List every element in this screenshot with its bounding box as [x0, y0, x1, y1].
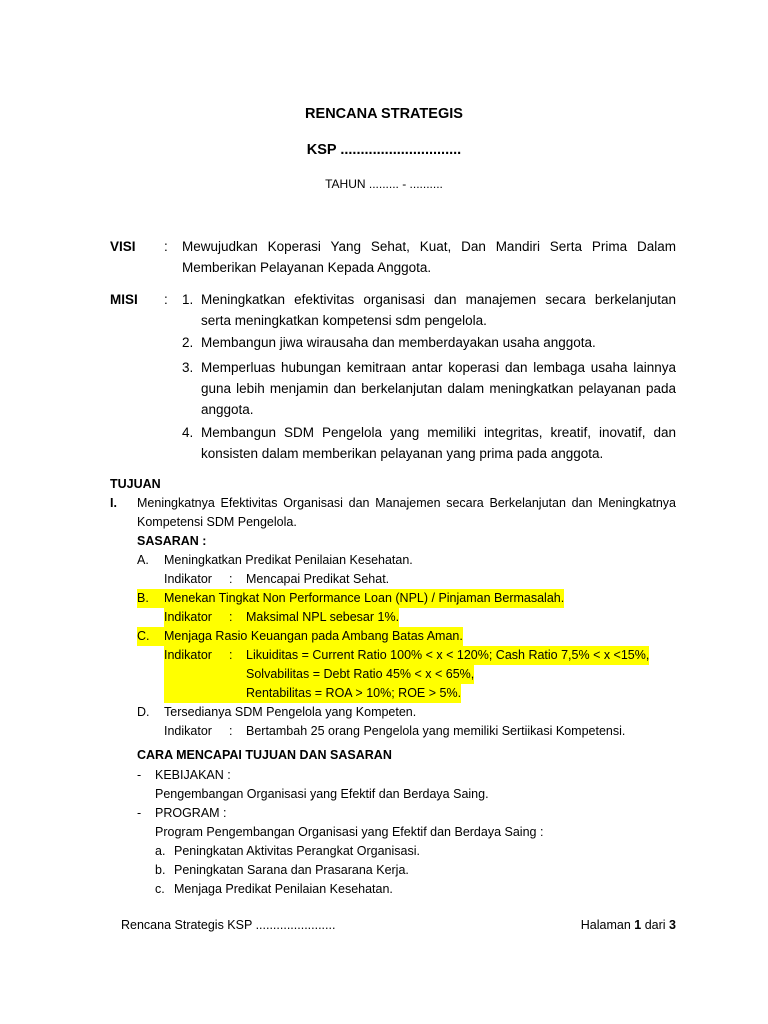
misi-item-number: 3. — [182, 360, 194, 375]
misi-item-number: 1. — [182, 292, 194, 307]
indicator-value: Mencapai Predikat Sehat. — [246, 572, 390, 586]
program-item-text: Peningkatan Aktivitas Perangkat Organisasi. — [174, 844, 420, 858]
misi-colon: : — [164, 292, 168, 307]
cara-heading: CARA MENCAPAI TUJUAN DAN SASARAN — [137, 748, 392, 762]
of-word: dari — [644, 918, 666, 932]
footer-page-number — [581, 918, 676, 932]
sasaran-letter: C. — [137, 627, 164, 646]
program-item-text: Peningkatan Sarana dan Prasarana Kerja. — [174, 863, 409, 877]
indicator-value-likuiditas: Likuiditas = Current Ratio 100% < x < 120%; Cash Ratio 7,5% < x <15%, — [246, 646, 649, 665]
program-item-letter: c. — [155, 882, 165, 896]
page-word: Halaman — [580, 918, 631, 932]
highlight-indent — [164, 684, 246, 703]
visi-colon: : — [164, 239, 168, 254]
tujuan-text: Meningkatnya Efektivitas Organisasi dan Manajemen secara Berkelanjutan dan Meningkatnya Kompetensi SDM Pengelola. — [137, 496, 676, 529]
misi-section — [110, 289, 676, 469]
sasaran-letter: A. — [137, 553, 149, 567]
year-range: TAHUN ......... - .......... — [325, 177, 443, 191]
indicator-value-rentabilitas: Rentabilitas = ROA > 10%; ROE > 5%. — [246, 684, 461, 703]
footer-document-name: Rencana Strategis KSP ....................... — [121, 918, 336, 932]
indicator-value: Bertambah 25 orang Pengelola yang memiliki Sertiikasi Kompetensi. — [246, 724, 626, 738]
indicator-colon: : — [229, 572, 233, 586]
sasaran-text: Tersedianya SDM Pengelola yang Kompeten. — [164, 705, 417, 719]
program-label: PROGRAM : — [155, 806, 227, 820]
tujuan-heading: TUJUAN — [110, 477, 161, 491]
highlight-indent — [164, 665, 246, 684]
indicator-value-solvabilitas: Solvabilitas = Debt Ratio 45% < x < 65%, — [246, 665, 474, 684]
bullet-dash: - — [137, 806, 142, 820]
misi-item-text: Meningkatkan efektivitas organisasi dan manajemen secara berkelanjutan serta meningkatkan kompetensi sdm pengelola. — [201, 292, 676, 328]
visi-section — [110, 236, 676, 280]
indicator-colon: : — [229, 646, 246, 665]
program-item-text: Menjaga Predikat Penilaian Kesehatan. — [174, 882, 393, 896]
program-item-letter: b. — [155, 863, 166, 877]
sasaran-letter: B. — [137, 589, 164, 608]
kebijakan-label: KEBIJAKAN : — [155, 768, 231, 782]
sasaran-heading: SASARAN : — [137, 534, 207, 548]
sasaran-text: Meningkatkan Predikat Penilaian Kesehatan. — [164, 553, 413, 567]
indicator-label: Indikator — [164, 646, 229, 665]
program-item-letter: a. — [155, 844, 166, 858]
indicator-colon: : — [229, 608, 246, 627]
sasaran-text-highlighted: Menekan Tingkat Non Performance Loan (NPL) / Pinjaman Bermasalah. — [164, 589, 564, 608]
misi-item-text: Membangun jiwa wirausaha dan memberdayakan usaha anggota. — [201, 335, 596, 350]
program-text: Program Pengembangan Organisasi yang Efektif dan Berdaya Saing : — [155, 825, 544, 839]
indicator-colon: : — [229, 724, 233, 738]
misi-item-text: Membangun SDM Pengelola yang memiliki integritas, kreatif, inovatif, dan konsisten dalam memberikan pelayanan yang prima pada anggota. — [201, 425, 676, 461]
misi-item-number: 4. — [182, 425, 194, 440]
ksp-name: KSP .............................. — [306, 142, 462, 158]
tujuan-roman-numeral: I. — [110, 496, 117, 510]
kebijakan-text: Pengembangan Organisasi yang Efektif dan Berdaya Saing. — [155, 787, 489, 801]
indicator-label: Indikator — [164, 572, 212, 586]
visi-text: Mewujudkan Koperasi Yang Sehat, Kuat, Dan Mandiri Serta Prima Dalam Memberikan Pelayanan Kepada Anggota. — [182, 239, 676, 275]
misi-label: MISI — [110, 292, 138, 307]
indicator-value-highlighted: Maksimal NPL sebesar 1%. — [246, 608, 399, 627]
document-title: RENCANA STRATEGIS — [305, 106, 463, 122]
sasaran-text-highlighted: Menjaga Rasio Keuangan pada Ambang Batas Aman. — [164, 627, 463, 646]
current-page: 1 — [634, 918, 642, 932]
sasaran-letter: D. — [137, 705, 150, 719]
indicator-label: Indikator — [164, 608, 229, 627]
misi-item-text: Memperluas hubungan kemitraan antar koperasi dan lembaga usaha lainnya guna lebih menjamin dan berkelanjutan dalam meningkatkan pelayanan pada anggota. — [201, 360, 676, 417]
total-pages: 3 — [669, 918, 676, 932]
visi-label: VISI — [110, 239, 136, 254]
bullet-dash: - — [137, 768, 142, 782]
misi-item-number: 2. — [182, 335, 194, 350]
indicator-label: Indikator — [164, 724, 212, 738]
